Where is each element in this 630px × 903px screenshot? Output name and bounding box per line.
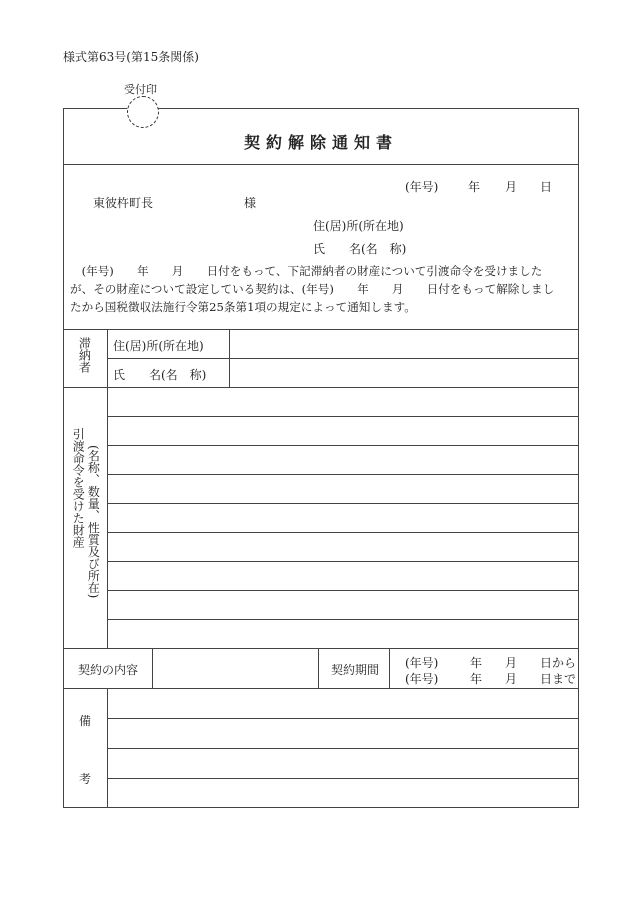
property-label-main: 引渡命令を受けた財産: [71, 428, 86, 548]
period-to-month: 月: [505, 672, 518, 686]
delinquent-address-label: 住(居)所(所在地): [113, 339, 204, 353]
period-from-month: 月: [505, 656, 518, 670]
delinquent-section-label: 滞納者: [77, 337, 92, 373]
property-line-4: [107, 503, 579, 504]
property-line-5: [107, 532, 579, 533]
stamp-label: 受付印: [124, 83, 157, 96]
rule-contract-content-end: [318, 648, 319, 688]
notice-date-year: 年: [468, 180, 481, 194]
notice-date-month: 月: [505, 180, 518, 194]
remarks-label-bottom: 考: [79, 772, 92, 786]
period-to-suffix: 日まで: [540, 672, 577, 686]
property-line-3: [107, 474, 579, 475]
remarks-line-1: [107, 718, 579, 719]
property-line-7: [107, 590, 579, 591]
period-from-year: 年: [470, 656, 483, 670]
notice-date-day: 日: [540, 180, 553, 194]
contract-content-label: 契約の内容: [78, 663, 139, 677]
delinquent-name-label: 氏 名(名 称): [113, 368, 207, 382]
rule-property-bottom: [63, 648, 579, 649]
remarks-line-2: [107, 748, 579, 749]
rule-property-label-divider: [107, 387, 108, 648]
rule-notice-bottom: [63, 329, 579, 330]
rule-contract-bottom: [63, 688, 579, 689]
notice-body-line-3: たから国税徴収法施行令第25条第1項の規定によって通知します。: [70, 300, 416, 314]
period-from-era: (年号): [405, 656, 439, 670]
property-line-2: [107, 445, 579, 446]
addressee-honorific: 様: [244, 196, 257, 210]
addressee-name: 東彼杵町長: [93, 196, 154, 210]
sender-address-label: 住(居)所(所在地): [313, 219, 404, 233]
reception-stamp-circle: [127, 96, 159, 128]
period-to-year: 年: [470, 672, 483, 686]
remarks-label-top: 備: [79, 714, 92, 728]
notice-body-line-1: (年号) 年 月 日付をもって、下記滞納者の財産について引渡命令を受けました: [70, 264, 543, 278]
rule-contract-period-divider: [389, 648, 390, 688]
notice-body-line-2: が、その財産について設定している契約は、(年号) 年 月 日付をもって解除しまし: [70, 282, 555, 296]
property-line-8: [107, 619, 579, 620]
document-title: 契約解除通知書: [243, 133, 398, 152]
rule-delinquent-middle: [107, 358, 579, 359]
notice-date-era: (年号): [405, 180, 439, 194]
period-from-suffix: 日から: [540, 656, 577, 670]
contract-period-label: 契約期間: [331, 663, 380, 677]
property-line-6: [107, 561, 579, 562]
period-to-era: (年号): [405, 672, 439, 686]
form-frame: [63, 108, 579, 808]
rule-delinquent-bottom: [63, 387, 579, 388]
sender-name-label: 氏 名(名 称): [313, 242, 407, 256]
property-line-1: [107, 416, 579, 417]
form-number: 様式第63号(第15条関係): [63, 50, 199, 64]
rule-title-bottom: [63, 164, 579, 165]
rule-contract-label-divider: [152, 648, 153, 688]
property-label-sub: (名称、数量、性質及び所在): [86, 445, 101, 599]
remarks-line-3: [107, 778, 579, 779]
